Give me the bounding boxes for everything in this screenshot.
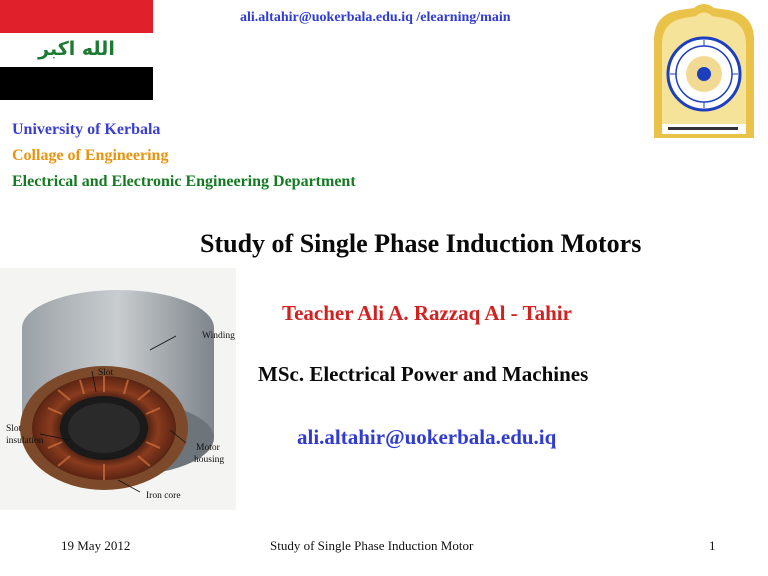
footer-date: 19 May 2012 [61, 538, 131, 553]
flag-white-band [0, 33, 153, 66]
label-motor-housing-1: Motor [196, 443, 220, 453]
teacher-name: Teacher Ali A. Razzaq Al - Tahir [282, 301, 572, 325]
flag-black-band [0, 67, 153, 100]
iraqi-flag [0, 0, 153, 100]
flag-red-band [0, 0, 153, 33]
label-motor-housing-2: housing [194, 455, 225, 465]
college-name: Collage of Engineering [12, 147, 169, 164]
label-winding: Winding [202, 331, 235, 341]
teacher-degree: MSc. Electrical Power and Machines [258, 362, 589, 386]
slide-title: Study of Single Phase Induction Motors [200, 229, 642, 258]
label-slot: Slot [98, 368, 114, 378]
teacher-email: ali.altahir@uokerbala.edu.iq [297, 425, 557, 449]
label-slot-insulation-2: insulation [6, 436, 44, 446]
header-url: ali.altahir@uokerbala.edu.iq /elearning/main [240, 10, 511, 25]
footer-title: Study of Single Phase Induction Motor [270, 538, 474, 553]
department-name: Electrical and Electronic Engineering Department [12, 173, 356, 190]
motor-stator-figure [0, 268, 236, 510]
university-name: University of Kerbala [12, 121, 161, 138]
university-logo [640, 0, 768, 142]
label-slot-insulation-1: Slot [6, 424, 22, 434]
flag-takbir-script: الله اكبر [38, 38, 115, 61]
footer-page-number: 1 [709, 538, 716, 553]
label-iron-core: Iron core [146, 491, 181, 501]
